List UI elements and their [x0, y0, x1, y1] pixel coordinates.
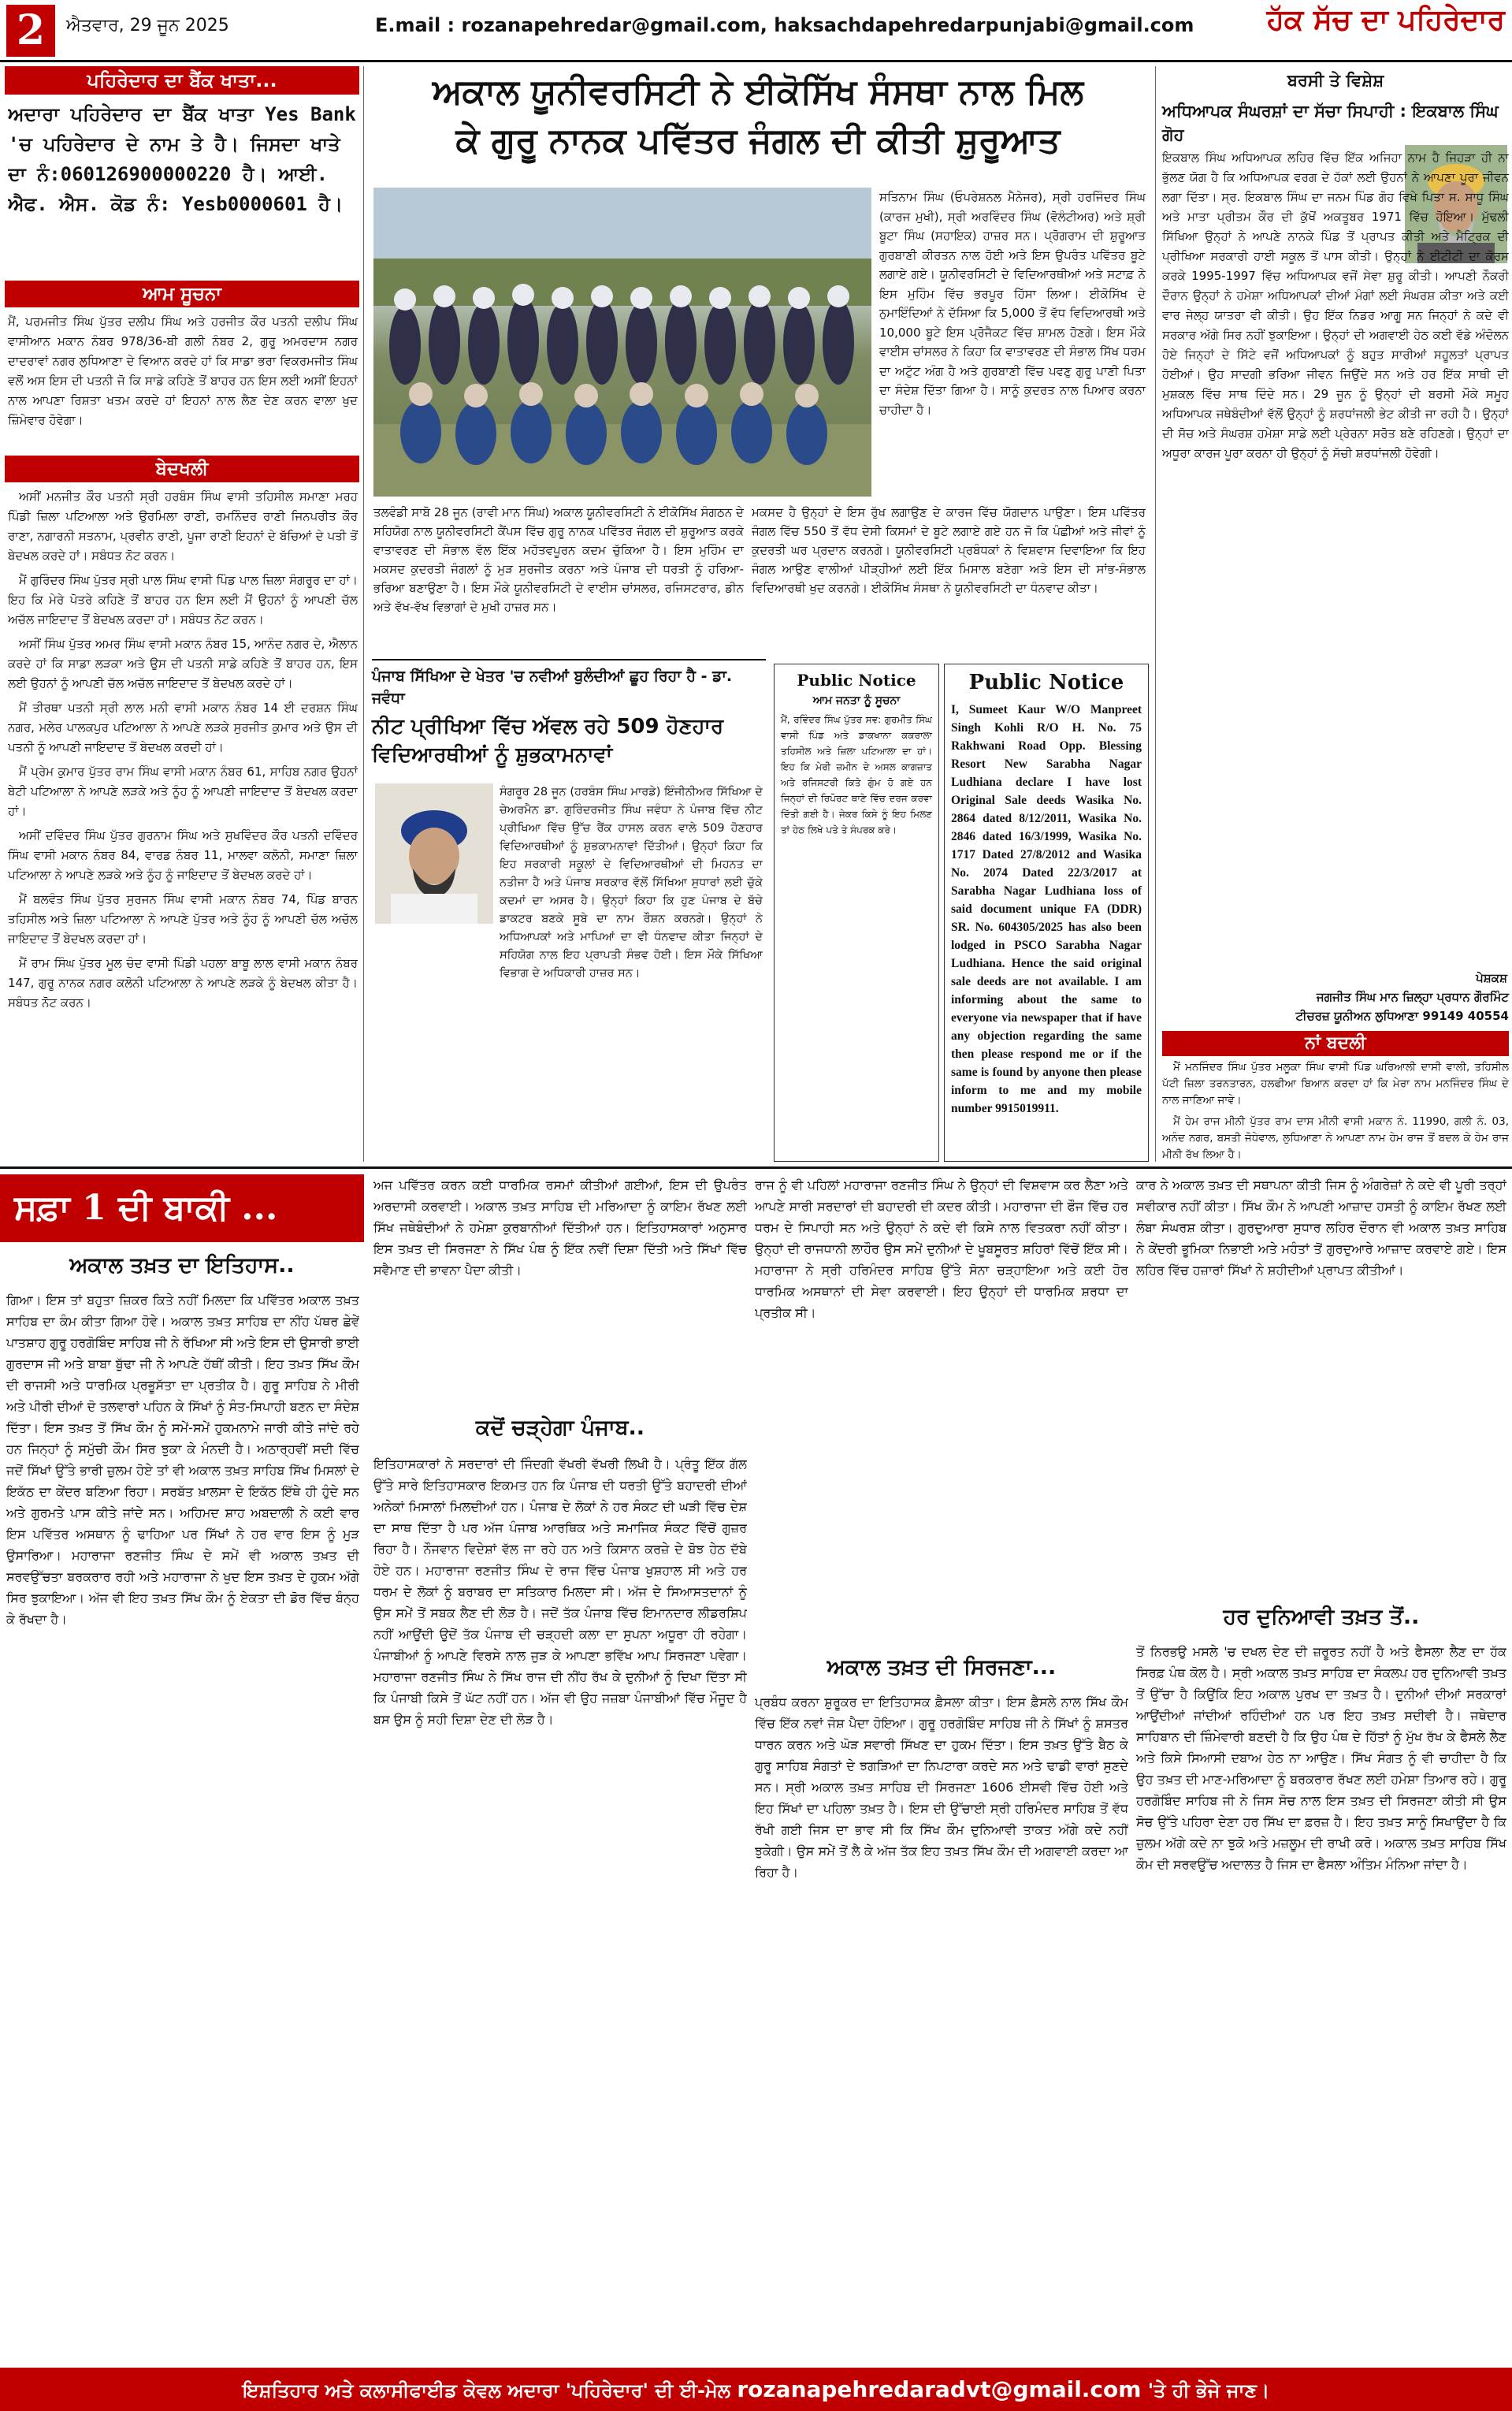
notice-text: ਮੈਂ, ਪਰਮਜੀਤ ਸਿੰਘ ਪੁੱਤਰ ਦਲੀਪ ਸਿੰਘ ਅਤੇ ਹਰਜੀਤ ਕੌਰ ਪਤਨੀ ਦਲੀਪ ਸਿੰਘ ਵਾਸੀਆਨ ਮਕਾਨ ਨੰਬਰ 978/36-ਬੀ ਗਲੀ ਨੰਬਰ 2, ਗੁਰੂ ਅਮਰਦਾਸ ਨਗਰ ਦਾਦਰਾਵਾਂ ਨਗਰ ਲੁਧਿਆਣਾ ਦੇ ਵਿਆਨ ਕਰਦੇ ਹਾਂ ਕਿ ਸਾਡਾ ਭਰਾ ਵਿਕਰਮਜੀਤ ਸਿੰਘ ਵਲੋਂ ਅਸ ਇਸ ਦੀ ਪਤਨੀ ਜੋ ਕਿ ਸਾਡੇ ਕਹਿਣੇ ਤੋਂ ਬਾਹਰ ਹਨ ਇਸ ਲਈ ਅਸੀਂ ਇਹਨਾਂ ਨਾਲ ਆਪਣਾ ਰਿਸ਼ਤਾ ਖਤਮ ਕਰਦੇ ਹਾਂ ਇਹਨਾਂ ਨਾਲ ਲੈਣ ਦੇਣ ਕਰਨ ਵਾਲਾ ਖੁਦ ਜ਼ਿੰਮੇਵਾਰ ਹੋਵੇਗਾ। [8, 314, 358, 427]
date: ਐਤਵਾਰ, 29 ਜੂਨ 2025 [66, 16, 229, 35]
name-change-list [1162, 1059, 1509, 1160]
neet-story [372, 659, 766, 1163]
right-sign-name: ਜਗਜੀਤ ਸਿੰਘ ਮਾਨ ਜ਼ਿਲ੍ਹਾ ਪ੍ਰਧਾਨ ਗੌਰਮਿੰਟ [1316, 990, 1509, 1004]
disown-item: ਮੈਂ ਗੁਰਿੰਦਰ ਸਿੰਘ ਪੁੱਤਰ ਸ੍ਰੀ ਪਾਲ ਸਿੰਘ ਵਾਸੀ ਪਿੰਡ ਪਾਲ ਜ਼ਿਲਾ ਸੰਗਰੂਰ ਦਾ ਹਾਂ। ਇਹ ਕਿ ਮੇਰੇ ਪੋਤਰੇ ਕਹਿਣੇ ਤੋਂ ਬਾਹਰ ਹਨ ਇਸ ਲਈ ਮੈਂ ਉਹਨਾਂ ਨੂੰ ਆਪਣੀ ਚੱਲ ਅਚੱਲ ਜਾਇਦਾਦ ਤੋਂ ਬੇਦਖਲ ਕਰਦਾ ਹਾਂ। ਸਬੰਧਤ ਨੋਟ ਕਰਨ। [8, 573, 358, 627]
mid-right-text: ਰਾਜ ਨੂੰ ਵੀ ਪਹਿਲਾਂ ਮਹਾਰਾਜਾ ਰਣਜੀਤ ਸਿੰਘ ਨੇ ਉਨ੍ਹਾਂ ਦੀ ਵਿਸ਼ਵਾਸ ਕਰ ਲੈਣਾ ਅਤੇ ਆਪਣੇ ਸਾਰੀ ਸਰਦਾਰਾਂ ਦੀ ਬਹਾਦਰੀ ਦੀ ਕਦਰ ਕੀਤੀ। ਮਹਾਰਾਜਾ ਦੀ ਫੌਜ ਵਿੱਚ ਹਰ ਧਰਮ ਦੇ ਸਿਪਾਹੀ ਸਨ ਅਤੇ ਉਨ੍ਹਾਂ ਨੇ ਕਦੇ ਵੀ ਕਿਸੇ ਨਾਲ ਵਿਤਕਰਾ ਨਹੀਂ ਕੀਤਾ। ਉਨ੍ਹਾਂ ਦੀ ਰਾਜਧਾਨੀ ਲਾਹੌਰ ਉਸ ਸਮੇਂ ਦੁਨੀਆਂ ਦੇ ਖੂਬਸੂਰਤ ਸ਼ਹਿਰਾਂ ਵਿੱਚੋਂ ਇੱਕ ਸੀ। ਮਹਾਰਾਜਾ ਨੇ ਸ੍ਰੀ ਹਰਿਮੰਦਰ ਸਾਹਿਬ ਉੱਤੇ ਸੋਨਾ ਚੜ੍ਹਾਇਆ ਅਤੇ ਕਈ ਹੋਰ ਧਾਰਮਿਕ ਅਸਥਾਨਾਂ ਦੀ ਸੇਵਾ ਕਰਵਾਈ। ਇਹ ਉਨ੍ਹਾਂ ਦੀ ਧਾਰਮਿਕ ਸ਼ਰਧਾ ਦਾ ਪ੍ਰਤੀਕ ਸੀ। [755, 1178, 1128, 1320]
right-sign-org: ਟੀਚਰਜ਼ ਯੂਨੀਅਨ ਲੁਧਿਆਣਾ 99149 40554 [1295, 1009, 1509, 1023]
disown-item: ਮੈਂ ਤੀਰਥਾ ਪਤਨੀ ਸ੍ਰੀ ਲਾਲ ਮਨੀ ਵਾਸੀ ਮਕਾਨ ਨੰਬਰ 14 ਈ ਦਰਸ਼ਨ ਸਿੰਘ ਨਗਰ, ਮਲੇਰ ਪਾਲਕਪੁਰ ਪਟਿਆਲਾ ਨੇ ਆਪਣੇ ਲੜਕੇ ਸੁਰਜੀਤ ਕੁਮਾਰ ਅਤੇ ਉਸ ਦੀ ਪਤਨੀ ਨੂੰ ਆਪਣੀ ਜਾਇਦਾਦ ਤੋਂ ਬੇਦਖਲ ਕਰਦੀ ਹਾਂ। [8, 701, 358, 754]
disown-item: ਮੈਂ ਪ੍ਰੇਮ ਕੁਮਾਰ ਪੁੱਤਰ ਰਾਮ ਸਿੰਘ ਵਾਸੀ ਮਕਾਨ ਨੰਬਰ 61, ਸਾਹਿਬ ਨਗਰ ਉਹਨਾਂ ਬੇਟੀ ਪਟਿਆਲਾ ਨੇ ਆਪਣੇ ਲੜਕੇ ਅਤੇ ਨੂੰਹ ਨੂੰ ਆਪਣੀ ਜਾਇਦਾਦ ਤੋਂ ਬੇਦਖਲ ਕਰਦਾ ਹਾਂ। [8, 765, 358, 818]
mid-text: ਅਜ ਪਵਿੱਤਰ ਕਰਨ ਕਈ ਧਾਰਮਿਕ ਰਸਮਾਂ ਕੀਤੀਆਂ ਗਈਆਂ, ਇਸ ਦੀ ਉਪਰੰਤ ਅਰਦਾਸੀ ਕਰਵਾਈ। ਅਕਾਲ ਤਖ਼ਤ ਸਾਹਿਬ ਦੀ ਮਰਿਆਦਾ ਨੂੰ ਕਾਇਮ ਰੱਖਣ ਲਈ ਸਿੱਖ ਜਥੇਬੰਦੀਆਂ ਨੇ ਹਮੇਸ਼ਾ ਕੁਰਬਾਨੀਆਂ ਦਿੱਤੀਆਂ ਹਨ। ਇਤਿਹਾਸਕਾਰਾਂ ਅਨੁਸਾਰ ਇਸ ਤਖ਼ਤ ਦੀ ਸਿਰਜਣਾ ਨੇ ਸਿੱਖ ਪੰਥ ਨੂੰ ਇੱਕ ਨਵੀਂ ਦਿਸ਼ਾ ਦਿੱਤੀ ਅਤੇ ਸਿੱਖਾਂ ਵਿੱਚ ਸਵੈਮਾਣ ਦੀ ਭਾਵਨਾ ਪੈਦਾ ਕੀਤੀ। [373, 1178, 747, 1278]
masthead-rule [0, 60, 1512, 62]
footer-text: ਇਸ਼ਤਿਹਾਰ ਅਤੇ ਕਲਾਸੀਫਾਈਡ ਕੇਵਲ ਅਦਾਰਾ 'ਪਹਿਰੇਦਾਰ' ਦੀ ਈ-ਮੇਲ [242, 2379, 730, 2402]
notice-title: ਆਮ ਸੂਚਨਾ [5, 281, 359, 307]
footer-email[interactable]: rozanapehredaradvt@gmail.com [737, 2376, 1142, 2402]
left-column [0, 66, 364, 1162]
right-sign-label: ਪੇਸ਼ਕਸ਼ [1476, 971, 1507, 985]
public-notice-2 [944, 664, 1149, 1162]
neet-headline-2: ਨੀਟ ਪ੍ਰੀਖਿਆ ਵਿੱਚ ਅੱਵਲ ਰਹੇ 509 ਹੋਣਹਾਰ ਵਿਦਿਆਰਥੀਆਂ ਨੂੰ ਸ਼ੁਭਕਾਮਨਾਵਾਂ [372, 715, 724, 767]
lead-photo [373, 188, 871, 497]
footer-suffix: 'ਤੇ ਹੀ ਭੇਜੇ ਜਾਣ। [1147, 2379, 1270, 2402]
disown-title: ਬੇਦਖਲੀ [5, 456, 359, 482]
creation-title: ਅਕਾਲ ਤਖ਼ਤ ਦੀ ਸਿਰਜਣਾ... [827, 1655, 1057, 1680]
disown-item: ਮੈਂ ਰਾਮ ਸਿੰਘ ਪੁੱਤਰ ਮੂਲ ਚੰਦ ਵਾਸੀ ਪਿੰਡੀ ਪਹਲਾ ਬਾਬੂ ਲਾਲ ਵਾਸੀ ਮਕਾਨ ਨੰਬਰ 147, ਗੁਰੂ ਨਾਨਕ ਨਗਰ ਕਲੋਨੀ ਪਟਿਆਲਾ ਨੇ ਆਪਣੇ ਲੜਕੇ ਨੂੰ ਬੇਦਖਲ ਕੀਤਾ ਹੈ। ਸਬੰਧਤ ਨੋਟ ਕਰਨ। [8, 956, 358, 1010]
bank-title: ਪਹਿਰੇਦਾਰ ਦਾ ਬੈਂਕ ਖਾਤਾ... [5, 66, 359, 95]
lead-body-right: ਮਕਸਦ ਹੈ ਉਨ੍ਹਾਂ ਦੇ ਇਸ ਰੁੱਖ ਲਗਾਉਣ ਦੇ ਕਾਰਜ ਵਿੱਚ ਯੋਗਦਾਨ ਪਾਉਣਾ। ਇਸ ਪਵਿੱਤਰ ਜੰਗਲ ਵਿੱਚ 550 ਤੋਂ ਵੱਧ ਦੇਸੀ ਕਿਸਮਾਂ ਦੇ ਬੂਟੇ ਲਗਾਏ ਗਏ ਹਨ ਜੋ ਕਿ ਪੰਛੀਆਂ ਅਤੇ ਜੀਵਾਂ ਨੂੰ ਕੁਦਰਤੀ ਘਰ ਪ੍ਰਦਾਨ ਕਰਨਗੇ। ਯੂਨੀਵਰਸਿਟੀ ਪ੍ਰਬੰਧਕਾਂ ਨੇ ਵਿਸ਼ਵਾਸ ਦਿਵਾਇਆ ਕਿ ਇਹ ਜੰਗਲ ਆਉਣ ਵਾਲੀਆਂ ਪੀੜ੍ਹੀਆਂ ਲਈ ਇੱਕ ਮਿਸਾਲ ਬਣੇਗਾ ਅਤੇ ਇਸ ਦੀ ਸਾਂਭ-ਸੰਭਾਲ ਵਿਦਿਆਰਥੀ ਖੁਦ ਕਰਨਗੇ। ਈਕੋਸਿੱਖ ਸੰਸਥਾ ਨੇ ਯੂਨੀਵਰਸਿਟੀ ਦਾ ਧੰਨਵਾਦ ਕੀਤਾ। [752, 505, 1146, 595]
akal-history-title: ਅਕਾਲ ਤਖ਼ਤ ਦਾ ਇਤਿਹਾਸ.. [69, 1253, 295, 1278]
banner-continued [0, 1174, 364, 1242]
punjab-title: ਕਦੋਂ ਚੜ੍ਹੇਗਾ ਪੰਜਾਬ.. [475, 1416, 645, 1440]
right-column [1155, 66, 1512, 1162]
group-photo-illustration [373, 188, 871, 497]
email-label: E.mail : [375, 14, 455, 36]
portrait-illustration [375, 783, 493, 924]
banner-text: ਸਫ਼ਾ 1 ਦੀ ਬਾਕੀ ... [14, 1188, 278, 1228]
world-text: ਤੋਂ ਨਿਰਭਉ ਮਸਲੇ 'ਚ ਦਖਲ ਦੇਣ ਦੀ ਜ਼ਰੂਰਤ ਨਹੀਂ ਹੈ ਅਤੇ ਫੈਸਲਾ ਲੈਣ ਦਾ ਹੱਕ ਸਿਰਫ਼ ਪੰਥ ਕੋਲ ਹੈ। ਸ੍ਰੀ ਅਕਾਲ ਤਖ਼ਤ ਸਾਹਿਬ ਦਾ ਸੰਕਲਪ ਹਰ ਦੁਨਿਆਵੀ ਤਖ਼ਤ ਤੋਂ ਉੱਚਾ ਹੈ ਕਿਉਂਕਿ ਇਹ ਅਕਾਲ ਪੁਰਖ ਦਾ ਤਖ਼ਤ ਹੈ। ਦੁਨੀਆਂ ਦੀਆਂ ਸਰਕਾਰਾਂ ਆਉਂਦੀਆਂ ਜਾਂਦੀਆਂ ਰਹਿੰਦੀਆਂ ਹਨ ਪਰ ਇਹ ਤਖ਼ਤ ਸਦੀਵੀ ਹੈ। ਜਥੇਦਾਰ ਸਾਹਿਬਾਨ ਦੀ ਜ਼ਿੰਮੇਵਾਰੀ ਬਣਦੀ ਹੈ ਕਿ ਉਹ ਪੰਥ ਦੇ ਹਿੱਤਾਂ ਨੂੰ ਮੁੱਖ ਰੱਖ ਕੇ ਫੈਸਲੇ ਲੈਣ ਅਤੇ ਕਿਸੇ ਸਿਆਸੀ ਦਬਾਅ ਹੇਠ ਨਾ ਆਉਣ। ਸਿੱਖ ਸੰਗਤ ਨੂੰ ਵੀ ਚਾਹੀਦਾ ਹੈ ਕਿ ਉਹ ਤਖ਼ਤ ਦੀ ਮਾਣ-ਮਰਿਆਦਾ ਨੂੰ ਬਰਕਰਾਰ ਰੱਖਣ ਲਈ ਹਮੇਸ਼ਾ ਤਿਆਰ ਰਹੇ। ਗੁਰੂ ਹਰਗੋਬਿੰਦ ਸਾਹਿਬ ਜੀ ਨੇ ਜਿਸ ਸੋਚ ਨਾਲ ਇਸ ਤਖ਼ਤ ਦੀ ਸਿਰਜਣਾ ਕੀਤੀ ਸੀ ਉਸ ਸੋਚ ਉੱਤੇ ਪਹਿਰਾ ਦੇਣਾ ਹਰ ਸਿੱਖ ਦਾ ਫ਼ਰਜ਼ ਹੈ। ਇਹ ਤਖ਼ਤ ਸਾਨੂੰ ਸਿਖਾਉਂਦਾ ਹੈ ਕਿ ਜ਼ੁਲਮ ਅੱਗੇ ਕਦੇ ਨਾ ਝੁਕੋ ਅਤੇ ਮਜ਼ਲੂਮ ਦੀ ਰਾਖੀ ਕਰੋ। ਅਕਾਲ ਤਖ਼ਤ ਸਾਹਿਬ ਸਿੱਖ ਕੌਮ ਦੀ ਸਰਵਉੱਚ ਅਦਾਲਤ ਹੈ ਜਿਸ ਦਾ ਫੈਸਲਾ ਅੰਤਿਮ ਮੰਨਿਆ ਜਾਂਦਾ ਹੈ। [1136, 1644, 1506, 1872]
logo [1229, 3, 1505, 57]
disown-item: ਅਸੀਂ ਸਿੰਘ ਪੁੱਤਰ ਅਮਰ ਸਿੰਘ ਵਾਸੀ ਮਕਾਨ ਨੰਬਰ 15, ਆਨੰਦ ਨਗਰ ਦੇ, ਐਲਾਨ ਕਰਦੇ ਹਾਂ ਕਿ ਸਾਡਾ ਲੜਕਾ ਅਤੇ ਉਸ ਦੀ ਪਤਨੀ ਸਾਡੇ ਕਹਿਣੇ ਤੋਂ ਬਾਹਰ ਹਨ, ਇਸ ਲਈ ਉਹਨਾਂ ਨੂੰ ਆਪਣੀ ਚੱਲ ਅਚੱਲ ਜਾਇਦਾਦ ਤੋਂ ਬੇਦਖਲ ਕਰਦੇ ਹਾਂ। [8, 637, 358, 690]
punjab-text: ਇਤਿਹਾਸਕਾਰਾਂ ਨੇ ਸਰਦਾਰਾਂ ਦੀ ਜਿੰਦਗੀ ਵੱਖਰੀ ਵੱਖਰੀ ਲਿਖੀ ਹੈ। ਪ੍ਰੰਤੂ ਇੱਕ ਗੱਲ ਉੱਤੇ ਸਾਰੇ ਇਤਿਹਾਸਕਾਰ ਇਕਮਤ ਹਨ ਕਿ ਪੰਜਾਬ ਦੀ ਧਰਤੀ ਉੱਤੇ ਬਹਾਦਰੀ ਦੀਆਂ ਅਨੇਕਾਂ ਮਿਸਾਲਾਂ ਮਿਲਦੀਆਂ ਹਨ। ਪੰਜਾਬ ਦੇ ਲੋਕਾਂ ਨੇ ਹਰ ਸੰਕਟ ਦੀ ਘੜੀ ਵਿੱਚ ਦੇਸ਼ ਦਾ ਸਾਥ ਦਿੱਤਾ ਹੈ ਪਰ ਅੱਜ ਪੰਜਾਬ ਆਰਥਿਕ ਅਤੇ ਸਮਾਜਿਕ ਸੰਕਟ ਵਿੱਚੋਂ ਗੁਜ਼ਰ ਰਿਹਾ ਹੈ। ਨੌਜਵਾਨ ਵਿਦੇਸ਼ਾਂ ਵੱਲ ਜਾ ਰਹੇ ਹਨ ਅਤੇ ਕਿਸਾਨ ਕਰਜ਼ੇ ਦੇ ਬੋਝ ਹੇਠ ਦੱਬੇ ਹੋਏ ਹਨ। ਮਹਾਰਾਜਾ ਰਣਜੀਤ ਸਿੰਘ ਦੇ ਰਾਜ ਵਿੱਚ ਪੰਜਾਬ ਖੁਸ਼ਹਾਲ ਸੀ ਅਤੇ ਹਰ ਧਰਮ ਦੇ ਲੋਕਾਂ ਨੂੰ ਬਰਾਬਰ ਦਾ ਸਤਿਕਾਰ ਮਿਲਦਾ ਸੀ। ਅੱਜ ਦੇ ਸਿਆਸਤਦਾਨਾਂ ਨੂੰ ਉਸ ਸਮੇਂ ਤੋਂ ਸਬਕ ਲੈਣ ਦੀ ਲੋੜ ਹੈ। ਜਦੋਂ ਤੱਕ ਪੰਜਾਬ ਵਿੱਚ ਇਮਾਨਦਾਰ ਲੀਡਰਸ਼ਿਪ ਨਹੀਂ ਆਉਂਦੀ ਉਦੋਂ ਤੱਕ ਪੰਜਾਬ ਦੀ ਚੜ੍ਹਦੀ ਕਲਾ ਦਾ ਸੁਪਨਾ ਅਧੂਰਾ ਹੀ ਰਹੇਗਾ। ਪੰਜਾਬੀਆਂ ਨੂੰ ਆਪਣੇ ਵਿਰਸੇ ਨਾਲ ਜੁੜ ਕੇ ਆਪਣਾ ਭਵਿੱਖ ਆਪ ਸਿਰਜਣਾ ਪਵੇਗਾ। ਮਹਾਰਾਜਾ ਰਣਜੀਤ ਸਿੰਘ ਨੇ ਸਿੱਖ ਰਾਜ ਦੀ ਨੀਂਹ ਰੱਖ ਕੇ ਦੁਨੀਆਂ ਨੂੰ ਦਿਖਾ ਦਿੱਤਾ ਸੀ ਕਿ ਪੰਜਾਬੀ ਕਿਸੇ ਤੋਂ ਘੱਟ ਨਹੀਂ ਹਨ। ਅੱਜ ਵੀ ਉਹ ਜਜ਼ਬਾ ਪੰਜਾਬੀਆਂ ਵਿੱਚ ਮੌਜੂਦ ਹੈ ਬਸ ਉਸ ਨੂੰ ਸਹੀ ਦਿਸ਼ਾ ਦੇਣ ਦੀ ਲੋੜ ਹੈ। [373, 1457, 747, 1727]
name-change-item: ਮੈਂ ਹੇਮ ਰਾਜ ਮੀਨੀ ਪੁੱਤਰ ਰਾਮ ਦਾਸ ਮੀਨੀ ਵਾਸੀ ਮਕਾਨ ਨੰ. 11990, ਗਲੀ ਨੰ. 03, ਅਨੰਦ ਨਗਰ, ਬਸਤੀ ਜੋਧੇਵਾਲ, ਲੁਧਿਆਣਾ ਨੇ ਆਪਣਾ ਨਾਮ ਹੇਮ ਰਾਜ ਤੋਂ ਬਦਲ ਕੇ ਹੇਮ ਰਾਜ ਮੀਨੀ ਰੱਖ ਲਿਆ ਹੈ। [1162, 1115, 1509, 1160]
pn1-text: ਮੈਂ, ਰਵਿੰਦਰ ਸਿੰਘ ਪੁੱਤਰ ਸਵ: ਗੁਰਮੀਤ ਸਿੰਘ ਵਾਸੀ ਪਿੰਡ ਅਤੇ ਡਾਕਖਾਨਾ ਕਕਰਾਲਾ ਤਹਿਸੀਲ ਅਤੇ ਜ਼ਿਲਾ ਪਟਿਆਲਾ ਦਾ ਹਾਂ। ਇਹ ਕਿ ਮੇਰੀ ਜ਼ਮੀਨ ਦੇ ਅਸਲ ਕਾਗਜ਼ਾਤ ਅਤੇ ਰਜਿਸਟਰੀ ਕਿਤੇ ਗੁੰਮ ਹੋ ਗਏ ਹਨ ਜਿਨ੍ਹਾਂ ਦੀ ਰਿਪੋਰਟ ਥਾਣੇ ਵਿੱਚ ਦਰਜ ਕਰਵਾ ਦਿੱਤੀ ਗਈ ਹੈ। ਜੇਕਰ ਕਿਸੇ ਨੂੰ ਇਹ ਮਿਲਣ ਤਾਂ ਹੇਠ ਲਿਖੇ ਪਤੇ ਤੇ ਸੰਪਰਕ ਕਰੇ। [781, 714, 932, 835]
disown-item: ਮੈਂ ਬਲਵੰਤ ਸਿੰਘ ਪੁੱਤਰ ਸੁਰਜਨ ਸਿੰਘ ਵਾਸੀ ਮਕਾਨ ਨੰਬਰ 74, ਪਿੰਡ ਬਾਰਨ ਤਹਿਸੀਲ ਅਤੇ ਜ਼ਿਲਾ ਪਟਿਆਲਾ ਨੇ ਆਪਣੇ ਪੁੱਤਰ ਅਤੇ ਨੂੰਹ ਨੂੰ ਆਪਣੀ ਚੱਲ ਅਚੱਲ ਜਾਇਦਾਦ ਤੋਂ ਬੇਦਖਲ ਕਰਦਾ ਹਾਂ। [8, 892, 358, 946]
footer [0, 2368, 1512, 2411]
akal-history-text: ਗਿਆ। ਇਸ ਤਾਂ ਬਹੁਤਾ ਜ਼ਿਕਰ ਕਿਤੇ ਨਹੀਂ ਮਿਲਦਾ ਕਿ ਪਵਿੱਤਰ ਅਕਾਲ ਤਖ਼ਤ ਸਾਹਿਬ ਦਾ ਕੰਮ ਕੀਤਾ ਗਿਆ ਹੋਵੇ। ਅਕਾਲ ਤਖ਼ਤ ਸਾਹਿਬ ਦਾ ਨੀਂਹ ਪੱਥਰ ਛੇਵੇਂ ਪਾਤਸ਼ਾਹ ਗੁਰੂ ਹਰਗੋਬਿੰਦ ਸਾਹਿਬ ਜੀ ਨੇ ਰੱਖਿਆ ਸੀ ਅਤੇ ਇਸ ਦੀ ਉਸਾਰੀ ਭਾਈ ਗੁਰਦਾਸ ਜੀ ਅਤੇ ਬਾਬਾ ਬੁੱਢਾ ਜੀ ਨੇ ਆਪਣੇ ਹੱਥੀਂ ਕੀਤੀ। ਇਹ ਤਖ਼ਤ ਸਿੱਖ ਕੌਮ ਦੀ ਰਾਜਸੀ ਅਤੇ ਧਾਰਮਿਕ ਪ੍ਰਭੂਸੱਤਾ ਦਾ ਪ੍ਰਤੀਕ ਹੈ। ਗੁਰੂ ਸਾਹਿਬ ਨੇ ਮੀਰੀ ਅਤੇ ਪੀਰੀ ਦੀਆਂ ਦੋ ਤਲਵਾਰਾਂ ਪਹਿਨ ਕੇ ਸਿੱਖਾਂ ਨੂੰ ਸੰਤ-ਸਿਪਾਹੀ ਬਣਨ ਦਾ ਸੰਦੇਸ਼ ਦਿੱਤਾ। ਇਸ ਤਖ਼ਤ ਤੋਂ ਸਿੱਖ ਕੌਮ ਨੂੰ ਸਮੇਂ-ਸਮੇਂ ਹੁਕਮਨਾਮੇ ਜਾਰੀ ਕੀਤੇ ਜਾਂਦੇ ਰਹੇ ਹਨ ਜਿਨ੍ਹਾਂ ਨੂੰ ਸਮੁੱਚੀ ਕੌਮ ਸਿਰ ਝੁਕਾ ਕੇ ਮੰਨਦੀ ਹੈ। ਅਠਾਰ੍ਹਵੀਂ ਸਦੀ ਵਿੱਚ ਜਦੋਂ ਸਿੱਖਾਂ ਉੱਤੇ ਭਾਰੀ ਜ਼ੁਲਮ ਹੋਏ ਤਾਂ ਵੀ ਅਕਾਲ ਤਖ਼ਤ ਸਾਹਿਬ ਸਿੱਖ ਮਿਸਲਾਂ ਦੇ ਇਕੱਠ ਦਾ ਕੇਂਦਰ ਬਣਿਆ ਰਿਹਾ। ਸਰਬੱਤ ਖ਼ਾਲਸਾ ਦੇ ਇਕੱਠ ਇੱਥੇ ਹੀ ਹੁੰਦੇ ਸਨ ਅਤੇ ਗੁਰਮਤੇ ਪਾਸ ਕੀਤੇ ਜਾਂਦੇ ਸਨ। ਅਹਿਮਦ ਸ਼ਾਹ ਅਬਦਾਲੀ ਨੇ ਕਈ ਵਾਰ ਇਸ ਪਵਿੱਤਰ ਅਸਥਾਨ ਨੂੰ ਢਾਹਿਆ ਪਰ ਸਿੱਖਾਂ ਨੇ ਹਰ ਵਾਰ ਇਸ ਨੂੰ ਮੁੜ ਉਸਾਰਿਆ। ਮਹਾਰਾਜਾ ਰਣਜੀਤ ਸਿੰਘ ਦੇ ਸਮੇਂ ਵੀ ਅਕਾਲ ਤਖ਼ਤ ਦੀ ਸਰਵਉੱਚਤਾ ਬਰਕਰਾਰ ਰਹੀ ਅਤੇ ਮਹਾਰਾਜਾ ਨੇ ਖੁਦ ਇਸ ਤਖ਼ਤ ਦੇ ਹੁਕਮ ਅੱਗੇ ਸਿਰ ਝੁਕਾਇਆ। ਅੱਜ ਵੀ ਇਹ ਤਖ਼ਤ ਸਿੱਖ ਕੌਮ ਨੂੰ ਏਕਤਾ ਦੀ ਡੋਰ ਵਿੱਚ ਬੰਨ੍ਹ ਕੇ ਰੱਖਦਾ ਹੈ। [6, 1293, 359, 1627]
lead-headline [372, 68, 1144, 177]
right-body: ਇਕਬਾਲ ਸਿੰਘ ਅਧਿਆਪਕ ਲਹਿਰ ਵਿੱਚ ਇੱਕ ਅਜਿਹਾ ਨਾਮ ਹੈ ਜਿਹੜਾ ਹੀ ਨਾ ਭੁੱਲਣ ਯੋਗ ਹੈ ਕਿ ਅਧਿਆਪਕ ਵਰਗ ਦੇ ਹੱਕਾਂ ਲਈ ਉਹਨਾਂ ਨੇ ਆਪਣਾ ਪੂਰਾ ਜੀਵਨ ਲਗਾ ਦਿੱਤਾ। ਸ੍ਰ. ਇਕਬਾਲ ਸਿੰਘ ਦਾ ਜਨਮ ਪਿੰਡ ਗੋਹ ਵਿਖੇ ਪਿਤਾ ਸ. ਸਾਧੂ ਸਿੰਘ ਅਤੇ ਮਾਤਾ ਪ੍ਰੀਤਮ ਕੌਰ ਦੀ ਕੁੱਖੋਂ ਅਕਤੂਬਰ 1971 ਵਿੱਚ ਹੋਇਆ। ਮੁੱਢਲੀ ਸਿੱਖਿਆ ਉਨ੍ਹਾਂ ਨੇ ਆਪਣੇ ਨਾਨਕੇ ਪਿੰਡ ਤੋਂ ਪ੍ਰਾਪਤ ਕੀਤੀ ਅਤੇ ਮੈਟ੍ਰਿਕ ਦੀ ਪ੍ਰੀਖਿਆ ਸਰਕਾਰੀ ਹਾਈ ਸਕੂਲ ਤੋਂ ਪਾਸ ਕੀਤੀ। ਉਨ੍ਹਾਂ ਨੇ ਈਟੀਟੀ ਦਾ ਕੋਰਸ ਕਰਕੇ 1995-1997 ਵਿੱਚ ਅਧਿਆਪਕ ਵਜੋਂ ਸੇਵਾ ਸ਼ੁਰੂ ਕੀਤੀ। ਆਪਣੀ ਨੌਕਰੀ ਦੌਰਾਨ ਉਨ੍ਹਾਂ ਨੇ ਹਮੇਸ਼ਾ ਅਧਿਆਪਕਾਂ ਦੀਆਂ ਮੰਗਾਂ ਲਈ ਸੰਘਰਸ਼ ਕੀਤਾ ਅਤੇ ਕਈ ਵਾਰ ਜੇਲ੍ਹ ਯਾਤਰਾ ਵੀ ਕੀਤੀ। ਉਹ ਇੱਕ ਨਿਡਰ ਆਗੂ ਸਨ ਜਿਨ੍ਹਾਂ ਨੇ ਕਦੇ ਵੀ ਸਰਕਾਰ ਅੱਗੇ ਸਿਰ ਨਹੀਂ ਝੁਕਾਇਆ। ਉਨ੍ਹਾਂ ਦੀ ਅਗਵਾਈ ਹੇਠ ਕਈ ਵੱਡੇ ਅੰਦੋਲਨ ਹੋਏ ਜਿਨ੍ਹਾਂ ਦੇ ਸਿੱਟੇ ਵਜੋਂ ਅਧਿਆਪਕਾਂ ਨੂੰ ਬਹੁਤ ਸਾਰੀਆਂ ਸਹੂਲਤਾਂ ਪ੍ਰਾਪਤ ਹੋਈਆਂ। ਉਹ ਸਾਦਗੀ ਭਰਿਆ ਜੀਵਨ ਜਿਉਂਦੇ ਸਨ ਅਤੇ ਹਰ ਇੱਕ ਸਾਥੀ ਦੀ ਮੁਸ਼ਕਲ ਵਿੱਚ ਸਾਥ ਦਿੰਦੇ ਸਨ। 29 ਜੂਨ ਨੂੰ ਉਨ੍ਹਾਂ ਦੀ ਬਰਸੀ ਮੌਕੇ ਸਮੂਹ ਅਧਿਆਪਕ ਜਥੇਬੰਦੀਆਂ ਵੱਲੋਂ ਉਨ੍ਹਾਂ ਨੂੰ ਸ਼ਰਧਾਂਜਲੀ ਭੇਟ ਕੀਤੀ ਜਾ ਰਹੀ ਹੈ। ਉਨ੍ਹਾਂ ਦੀ ਸੋਚ ਅਤੇ ਸੰਘਰਸ਼ ਹਮੇਸ਼ਾ ਸਾਡੇ ਲਈ ਪ੍ਰੇਰਨਾ ਸਰੋਤ ਬਣੇ ਰਹਿਣਗੇ। ਉਨ੍ਹਾਂ ਦਾ ਅਧੂਰਾ ਕਾਰਜ ਪੂਰਾ ਕਰਨਾ ਹੀ ਉਨ੍ਹਾਂ ਨੂੰ ਸੱਚੀ ਸ਼ਰਧਾਂਜਲੀ ਹੋਵੇਗੀ। [1162, 151, 1509, 460]
name-change-title: ਨਾਂ ਬਦਲੀ [1162, 1031, 1509, 1056]
logo-text: ਹੱਕ ਸੱਚ ਦਾ ਪਹਿਰੇਦਾਰ [1266, 3, 1505, 36]
creation-text: ਪ੍ਰਬੰਧ ਕਰਨਾ ਸ਼ੁਰੂਕਰ ਦਾ ਇਤਿਹਾਸਕ ਫ਼ੈਸਲਾ ਕੀਤਾ। ਇਸ ਫ਼ੈਸਲੇ ਨਾਲ ਸਿੱਖ ਕੌਮ ਵਿੱਚ ਇੱਕ ਨਵਾਂ ਜੋਸ਼ ਪੈਦਾ ਹੋਇਆ। ਗੁਰੂ ਹਰਗੋਬਿੰਦ ਸਾਹਿਬ ਜੀ ਨੇ ਸਿੱਖਾਂ ਨੂੰ ਸ਼ਸਤਰ ਧਾਰਨ ਕਰਨ ਅਤੇ ਘੋੜ ਸਵਾਰੀ ਸਿੱਖਣ ਦਾ ਹੁਕਮ ਦਿੱਤਾ। ਇਸ ਤਖ਼ਤ ਉੱਤੇ ਬੈਠ ਕੇ ਗੁਰੂ ਸਾਹਿਬ ਸੰਗਤਾਂ ਦੇ ਝਗੜਿਆਂ ਦਾ ਨਿਪਟਾਰਾ ਕਰਦੇ ਸਨ ਅਤੇ ਢਾਡੀ ਵਾਰਾਂ ਸੁਣਦੇ ਸਨ। ਸ੍ਰੀ ਅਕਾਲ ਤਖ਼ਤ ਸਾਹਿਬ ਦੀ ਸਿਰਜਣਾ 1606 ਈਸਵੀ ਵਿੱਚ ਹੋਈ ਅਤੇ ਇਹ ਸਿੱਖਾਂ ਦਾ ਪਹਿਲਾ ਤਖ਼ਤ ਹੈ। ਇਸ ਦੀ ਉੱਚਾਈ ਸ੍ਰੀ ਹਰਿਮੰਦਰ ਸਾਹਿਬ ਤੋਂ ਵੱਧ ਰੱਖੀ ਗਈ ਜਿਸ ਦਾ ਭਾਵ ਸੀ ਕਿ ਸਿੱਖ ਕੌਮ ਦੁਨਿਆਵੀ ਤਾਕਤ ਅੱਗੇ ਕਦੇ ਨਹੀਂ ਝੁਕੇਗੀ। ਉਸ ਸਮੇਂ ਤੋਂ ਲੈ ਕੇ ਅੱਜ ਤੱਕ ਇਹ ਤਖ਼ਤ ਸਿੱਖ ਕੌਮ ਦੀ ਅਗਵਾਈ ਕਰਦਾ ਆ ਰਿਹਾ ਹੈ। [755, 1695, 1128, 1880]
pn1-subtitle: ਆਮ ਜਨਤਾ ਨੂੰ ਸੂਚਨਾ [812, 694, 901, 707]
public-notice-1 [774, 664, 939, 1162]
lead-side-text: ਸਤਿਨਾਮ ਸਿੰਘ (ਓਪਰੇਸ਼ਨਲ ਮੈਨੇਜਰ), ਸ੍ਰੀ ਹਰਜਿੰਦਰ ਸਿੰਘ (ਕਾਰਜ ਮੁਖੀ), ਸ੍ਰੀ ਅਰਵਿੰਦਰ ਸਿੰਘ (ਵੋਲੰਟੀਅਰ) ਅਤੇ ਸ਼੍ਰੀ ਬੂਟਾ ਸਿੰਘ (ਸਹਾਇਕ) ਹਾਜ਼ਰ ਸਨ। ਪ੍ਰੋਗਰਾਮ ਦੀ ਸ਼ੁਰੂਆਤ ਗੁਰਬਾਣੀ ਕੀਰਤਨ ਨਾਲ ਹੋਈ ਅਤੇ ਇਸ ਉਪਰੰਤ ਪਵਿੱਤਰ ਬੂਟੇ ਲਗਾਏ ਗਏ। ਯੂਨੀਵਰਸਿਟੀ ਦੇ ਵਿਦਿਆਰਥੀਆਂ ਅਤੇ ਸਟਾਫ਼ ਨੇ ਇਸ ਮੁਹਿੰਮ ਵਿੱਚ ਭਰਪੂਰ ਹਿੱਸਾ ਲਿਆ। ਈਕੋਸਿੱਖ ਦੇ ਨੁਮਾਇੰਦਿਆਂ ਨੇ ਦੱਸਿਆ ਕਿ 5,000 ਤੋਂ ਵੱਧ ਵਿਦਿਆਰਥੀ ਅਤੇ 10,000 ਬੂਟੇ ਇਸ ਪ੍ਰੋਜੈਕਟ ਵਿੱਚ ਸ਼ਾਮਲ ਹੋਣਗੇ। ਇਸ ਮੌਕੇ ਵਾਈਸ ਚਾਂਸਲਰ ਨੇ ਕਿਹਾ ਕਿ ਵਾਤਾਵਰਣ ਦੀ ਸੰਭਾਲ ਸਿੱਖ ਧਰਮ ਦਾ ਅਟੁੱਟ ਅੰਗ ਹੈ ਅਤੇ ਗੁਰਬਾਣੀ ਵਿੱਚ ਪਵਣੁ ਗੁਰੂ ਪਾਣੀ ਪਿਤਾ ਦਾ ਸੰਦੇਸ਼ ਦਿੱਤਾ ਗਿਆ ਹੈ। ਸਾਨੂੰ ਕੁਦਰਤ ਨਾਲ ਪਿਆਰ ਕਰਨਾ ਚਾਹੀਦਾ ਹੈ। [879, 190, 1146, 417]
right-top-text: ਕਾਰ ਨੇ ਅਕਾਲ ਤਖ਼ਤ ਦੀ ਸਥਾਪਨਾ ਕੀਤੀ ਜਿਸ ਨੂੰ ਅੰਗਰੇਜ਼ਾਂ ਨੇ ਕਦੇ ਵੀ ਪੂਰੀ ਤਰ੍ਹਾਂ ਸਵੀਕਾਰ ਨਹੀਂ ਕੀਤਾ। ਸਿੱਖ ਕੌਮ ਨੇ ਆਪਣੀ ਆਜ਼ਾਦ ਹਸਤੀ ਨੂੰ ਕਾਇਮ ਰੱਖਣ ਲਈ ਲੰਬਾ ਸੰਘਰਸ਼ ਕੀਤਾ। ਗੁਰਦੁਆਰਾ ਸੁਧਾਰ ਲਹਿਰ ਦੌਰਾਨ ਵੀ ਅਕਾਲ ਤਖ਼ਤ ਸਾਹਿਬ ਨੇ ਕੇਂਦਰੀ ਭੂਮਿਕਾ ਨਿਭਾਈ ਅਤੇ ਮਹੰਤਾਂ ਤੋਂ ਗੁਰਦੁਆਰੇ ਆਜ਼ਾਦ ਕਰਵਾਏ ਗਏ। ਇਸ ਲਹਿਰ ਵਿੱਚ ਹਜ਼ਾਰਾਂ ਸਿੱਖਾਂ ਨੇ ਸ਼ਹੀਦੀਆਂ ਪ੍ਰਾਪਤ ਕੀਤੀਆਂ। [1136, 1178, 1506, 1278]
disown-item: ਅਸੀਂ ਮਨਜੀਤ ਕੌਰ ਪਤਨੀ ਸ੍ਰੀ ਹਰਬੰਸ ਸਿੰਘ ਵਾਸੀ ਤਹਿਸੀਲ ਸਮਾਣਾ ਮਰਹ ਪਿੰਡੀ ਜ਼ਿਲਾ ਪਟਿਆਲਾ ਅਤੇ ਉਰਮਿਲਾ ਰਾਣੀ, ਰਮਨਿੰਦਰ ਰਾਣੀ ਜਿਨਪਰੀਤ ਕੌਰ ਰਾਣਾ, ਨਗਾਰਨੀ ਸਤਨਾਮ, ਪ੍ਰਵੀਨ ਰਾਣੀ, ਪੂਜਾ ਰਾਣੀ ਇਹਨਾਂ ਦੇ ਬੱਚਿਆਂ ਦੇ ਪਤੀ ਤੋਂ ਬੇਦਖਲ ਕਰਦੇ ਹਾਂ। ਸਬੰਧਤ ਨੋਟ ਕਰਨ। [8, 489, 358, 563]
page-number: 2 [6, 5, 55, 57]
right-kicker: ਬਰਸੀ ਤੇ ਵਿਸ਼ੇਸ਼ [1287, 71, 1384, 90]
neet-headline-1: ਪੰਜਾਬ ਸਿੱਖਿਆ ਦੇ ਖੇਤਰ 'ਚ ਨਵੀਆਂ ਬੁਲੰਦੀਆਂ ਛੂਹ ਰਿਹਾ ਹੈ - ਡਾ. ਜਵੰਧਾ [372, 668, 733, 707]
disown-list [8, 487, 358, 1157]
lead-headline-line-2: ਕੇ ਗੁਰੂ ਨਾਨਕ ਪਵਿੱਤਰ ਜੰਗਲ ਦੀ ਕੀਤੀ ਸ਼ੁਰੂਆਤ [455, 121, 1061, 161]
disown-item: ਅਸੀਂ ਦਵਿੰਦਰ ਸਿੰਘ ਪੁੱਤਰ ਗੁਰਨਾਮ ਸਿੰਘ ਅਤੇ ਸੁਖਵਿੰਦਰ ਕੌਰ ਪਤਨੀ ਦਵਿੰਦਰ ਸਿੰਘ ਵਾਸੀ ਮਕਾਨ ਨੰਬਰ 84, ਵਾਰਡ ਨੰਬਰ 11, ਮਾਲਵਾ ਕਲੋਨੀ, ਸਮਾਣਾ ਜ਼ਿਲਾ ਪਟਿਆਲਾ ਨੇ ਆਪਣੇ ਲੜਕੇ ਅਤੇ ਨੂੰਹ ਨੂੰ ਜਾਇਦਾਦ ਤੋਂ ਬੇਦਖਲ ਕਰਦੇ ਹਾਂ। [8, 828, 358, 882]
email-addresses: rozanapehredar@gmail.com, haksachdapehredarpunjabi@gmail.com [461, 14, 1194, 36]
email-line [375, 14, 1194, 36]
pn1-title: Public Notice [797, 671, 916, 690]
lead-body-left: ਤਲਵੰਡੀ ਸਾਬੋ 28 ਜੂਨ (ਰਾਵੀ ਮਾਨ ਸਿੰਘ) ਅਕਾਲ ਯੂਨੀਵਰਸਿਟੀ ਨੇ ਈਕੋਸਿੱਖ ਸੰਗਠਨ ਦੇ ਸਹਿਯੋਗ ਨਾਲ ਯੂਨੀਵਰਸਿਟੀ ਕੈਂਪਸ ਵਿੱਚ ਗੁਰੂ ਨਾਨਕ ਪਵਿੱਤਰ ਜੰਗਲ ਦੀ ਸ਼ੁਰੂਆਤ ਕਰਕੇ ਵਾਤਾਵਰਣ ਦੀ ਸੰਭਾਲ ਵੱਲ ਇੱਕ ਮਹੱਤਵਪੂਰਨ ਕਦਮ ਚੁੱਕਿਆ ਹੈ। ਇਸ ਮੁਹਿੰਮ ਦਾ ਮਕਸਦ ਕੁਦਰਤੀ ਜੰਗਲਾਂ ਨੂੰ ਮੁੜ ਸੁਰਜੀਤ ਕਰਨਾ ਅਤੇ ਪੰਜਾਬ ਦੀ ਧਰਤੀ ਨੂੰ ਹਰਿਆ-ਭਰਿਆ ਬਣਾਉਣਾ ਹੈ। ਇਸ ਮੌਕੇ ਯੂਨੀਵਰਸਿਟੀ ਦੇ ਵਾਈਸ ਚਾਂਸਲਰ, ਰਜਿਸਟਰਾਰ, ਡੀਨ ਅਤੇ ਵੱਖ-ਵੱਖ ਵਿਭਾਗਾਂ ਦੇ ਮੁਖੀ ਹਾਜ਼ਰ ਸਨ। [373, 505, 744, 614]
world-title: ਹਰ ਦੁਨਿਆਵੀ ਤਖ਼ਤ ਤੋਂ.. [1223, 1605, 1420, 1629]
right-headline: ਅਧਿਆਪਕ ਸੰਘਰਸ਼ਾਂ ਦਾ ਸੱਚਾ ਸਿਪਾਹੀ : ਇਕਬਾਲ ਸਿੰਘ ਗੋਹ [1162, 102, 1499, 144]
section-divider [0, 1166, 1512, 1169]
name-change-item: ਮੈਂ ਮਨਜਿੰਦਰ ਸਿੰਘ ਪੁੱਤਰ ਮਲੂਕਾ ਸਿੰਘ ਵਾਸੀ ਪਿੰਡ ਘਰਿਆਲੀ ਦਾਸੀ ਵਾਲੀ, ਤਹਿਸੀਲ ਪੱਟੀ ਜ਼ਿਲਾ ਤਰਨਤਾਰਨ, ਹਲਫੀਆ ਬਿਆਨ ਕਰਦਾ ਹਾਂ ਕਿ ਮੇਰਾ ਨਾਮ ਮਨਜਿੰਦਰ ਸਿੰਘ ਦੇ ਨਾਲ ਜਾਣਿਆ ਜਾਵੇ। [1162, 1061, 1509, 1107]
pn2-title: Public Notice [968, 671, 1124, 694]
pn2-text: I, Sumeet Kaur W/O Manpreet Singh Kohli R/O H. No. 75 Rakhwani Road Opp. Blessing Resort New Sarabha Nagar Ludhiana declare I have lost Original Sale deeds Wasika No. 2864 dated 8/12/2011, Wasika No. 2846 dated 16/3/1999, Wasika No. 1717 Dated 27/8/2012 and Wasika No. 2074 Dated 22/3/2017 at Sarabha Nagar Ludhiana loss of said document unique FA (DDR) SR. No. 604305/2025 has also been lodged in PSCO Sarabha Nagar Ludhiana. Hence the said original sale deeds are not available. I am informing about the same to everyone via newspaper that if have any objection regarding the same then please respond me or if the same is found by anyone then please inform to me and my mobile number 9915019911. [951, 703, 1142, 1115]
masthead [0, 0, 1512, 61]
neet-text: ਸੰਗਰੂਰ 28 ਜੂਨ (ਹਰਬੰਸ ਸਿੰਘ ਮਾਰਡੇ) ਇੰਜੀਨੀਅਰ ਸਿੱਖਿਆ ਦੇ ਚੇਅਰਮੈਨ ਡਾ. ਗੁਰਿੰਦਰਜੀਤ ਸਿੰਘ ਜਵੰਧਾ ਨੇ ਪੰਜਾਬ ਵਿੱਚ ਨੀਟ ਪ੍ਰੀਖਿਆ ਵਿੱਚ ਉੱਚ ਰੈਂਕ ਹਾਸਲ ਕਰਨ ਵਾਲੇ 509 ਹੋਣਹਾਰ ਵਿਦਿਆਰਥੀਆਂ ਨੂੰ ਸ਼ੁਭਕਾਮਨਾਵਾਂ ਦਿੱਤੀਆਂ। ਉਨ੍ਹਾਂ ਕਿਹਾ ਕਿ ਇਹ ਸਰਕਾਰੀ ਸਕੂਲਾਂ ਦੇ ਵਿਦਿਆਰਥੀਆਂ ਦੀ ਮਿਹਨਤ ਦਾ ਨਤੀਜਾ ਹੈ ਅਤੇ ਪੰਜਾਬ ਸਰਕਾਰ ਵੱਲੋਂ ਸਿੱਖਿਆ ਸੁਧਾਰਾਂ ਲਈ ਚੁੱਕੇ ਕਦਮਾਂ ਦਾ ਅਸਰ ਹੈ। ਉਨ੍ਹਾਂ ਕਿਹਾ ਕਿ ਹੁਣ ਪੰਜਾਬ ਦੇ ਬੱਚੇ ਡਾਕਟਰ ਬਣਕੇ ਸੂਬੇ ਦਾ ਨਾਮ ਰੌਸ਼ਨ ਕਰਨਗੇ। ਉਨ੍ਹਾਂ ਨੇ ਅਧਿਆਪਕਾਂ ਅਤੇ ਮਾਪਿਆਂ ਦਾ ਵੀ ਧੰਨਵਾਦ ਕੀਤਾ ਜਿਨ੍ਹਾਂ ਦੇ ਸਹਿਯੋਗ ਨਾਲ ਇਹ ਪ੍ਰਾਪਤੀ ਸੰਭਵ ਹੋਈ। ਇਸ ਮੌਕੇ ਸਿੱਖਿਆ ਵਿਭਾਗ ਦੇ ਅਧਿਕਾਰੀ ਹਾਜ਼ਰ ਸਨ। [500, 786, 763, 980]
bank-text: ਅਦਾਰਾ ਪਹਿਰੇਦਾਰ ਦਾ ਬੈਂਕ ਖਾਤਾ Yes Bank 'ਚ ਪਹਿਰੇਦਾਰ ਦੇ ਨਾਮ ਤੇ ਹੈ। ਜਿਸਦਾ ਖਾਤੇ ਦਾ ਨੰ:060126900000220 ਹੈ। ਆਈ. ਐਫ. ਐਸ. ਕੋਡ ਨੰ: Yesb0000601 ਹੈ। [8, 103, 356, 215]
neet-portrait [375, 783, 493, 924]
lead-headline-line-1: ਅਕਾਲ ਯੂਨੀਵਰਸਿਟੀ ਨੇ ਈਕੋਸਿੱਖ ਸੰਸਥਾ ਨਾਲ ਮਿਲ [432, 72, 1084, 112]
